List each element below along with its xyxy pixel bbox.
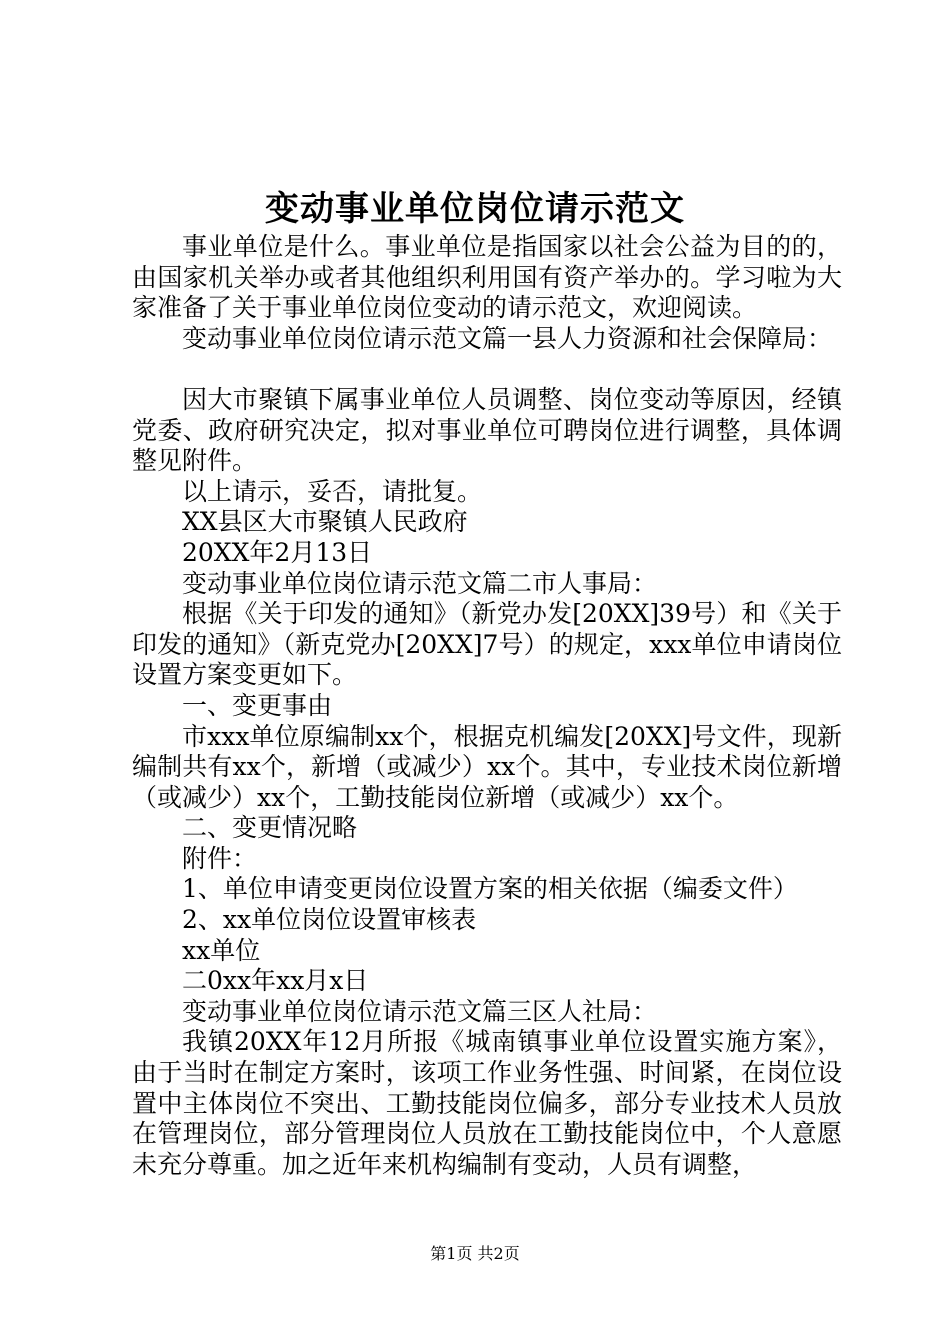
blank-line	[132, 354, 842, 385]
paragraph-section-one-body: 市xxx单位原编制xx个，根据克机编发[20XX]号文件，现新编制共有xx个，新增（或减少）xx个。其中，专业技术岗位新增（或减少）xx个，工勤技能岗位新增（或减少）xx个。	[132, 721, 842, 812]
paragraph-sample-two-heading: 变动事业单位岗位请示范文篇二市人事局：	[182, 568, 658, 598]
paragraph-date-two: 二0xx年xx月x日	[182, 966, 369, 996]
paragraph-date-one: 20XX年2月13日	[182, 537, 373, 567]
paragraph-request-approval: 以上请示，妥否，请批复。	[182, 476, 483, 506]
paragraph-section-two: 二、变更情况略	[182, 813, 358, 843]
paragraph-sample-three-heading: 变动事业单位岗位请示范文篇三区人社局：	[182, 996, 658, 1026]
paragraph-attachment-one: 1、单位申请变更岗位设置方案的相关依据（编委文件）	[182, 874, 798, 904]
paragraph-sender-two: xx单位	[182, 935, 261, 965]
paragraph-section-one: 一、变更事由	[182, 690, 333, 720]
document-title: 变动事业单位岗位请示范文	[265, 189, 685, 229]
document-body	[132, 232, 842, 1180]
paragraph-attachment-two: 2、xx单位岗位设置审核表	[182, 905, 477, 935]
paragraph-sender-one: XX县区大市聚镇人民政府	[182, 507, 468, 537]
paragraph-sample-two-body: 根据《关于印发的通知》（新党办发[20XX]39号）和《关于印发的通知》（新克党办[20XX]7号）的规定，xxx单位申请岗位设置方案变更如下。	[132, 599, 842, 690]
page-footer: 第1页 共2页	[430, 1244, 520, 1263]
paragraph-attachments-label: 附件：	[182, 843, 258, 873]
paragraph-sample-three-body: 我镇20XX年12月所报《城南镇事业单位设置实施方案》，由于当时在制定方案时，该项工作业务性强、时间紧，在岗位设置中主体岗位不突出、工勤技能岗位偏多，部分专业技术人员放在管理岗位，部分管理岗位人员放在工勤技能岗位中，个人意愿未充分尊重。加之近年来机构编制有变动，人员有调整，	[132, 1027, 842, 1179]
paragraph-intro: 事业单位是什么。事业单位是指国家以社会公益为目的的，由国家机关举办或者其他组织利用国有资产举办的。学习啦为大家准备了关于事业单位岗位变动的请示范文，欢迎阅读。	[132, 232, 842, 323]
paragraph-sample-one-body: 因大市聚镇下属事业单位人员调整、岗位变动等原因，经镇党委、政府研究决定，拟对事业单位可聘岗位进行调整，具体调整见附件。	[132, 384, 842, 476]
paragraph-sample-one-heading: 变动事业单位岗位请示范文篇一县人力资源和社会保障局：	[182, 323, 833, 353]
